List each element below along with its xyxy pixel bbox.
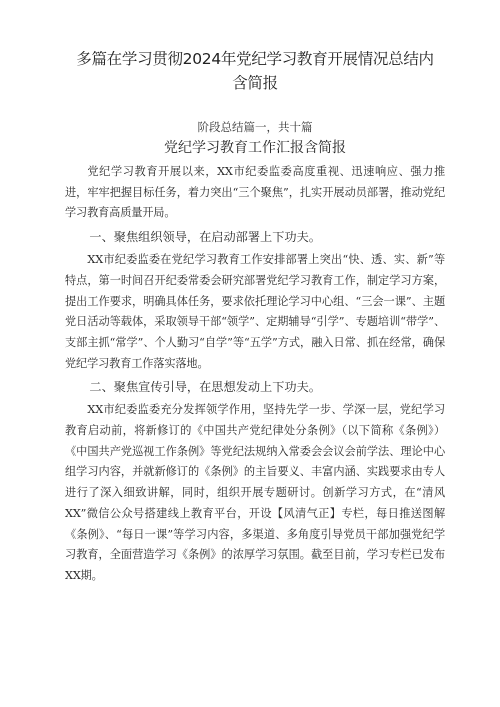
document-body — [65, 162, 445, 587]
body-paragraph: XX市纪委监委充分发挥领学作用，坚持先学一步、学深一层，党纪学习教育启动前，将新修订的《中国共产党纪律处分条例》（以下简称《条例》）《中国共产党巡视工作条例》等党纪法规纳入常委会会议会前学法、理论中心组学习内容，并就新修订的《条例》的主旨要义、丰富内涵、实践要求由专人进行了深入细致讲解，同时，组织开展专题研讨。创新学习方式，在“清风XX”微信公众号搭建线上教育平台，开设【风清气正】专栏，每日推送图解《条例》、“每日一课”等学习内容，多渠道、多角度引导党员干部加强党纪学习教育，全面营造学习《条例》的浓厚学习氛围。截至目前，学习专栏已发布XX期。 — [65, 403, 445, 582]
document-title — [65, 0, 445, 95]
body-paragraph: XX市纪委监委在党纪学习教育工作安排部署上突出“快、透、实、新”等特点，第一时间召开纪委常委会研究部署党纪学习教育工作，制定学习方案，提出工作要求，明确具体任务，要求依托理论学习中心组、“三会一课”、主题党日活动等载体，采取领导干部“领学”、定期辅导“引学”、专题培训“带学”、支部主抓“常学”、个人勤习“自学”等“五学”方式，融入日常、抓在经常，确保党纪学习教育工作落实落地。 — [65, 253, 445, 370]
section-heading: 一、聚焦组织领导，在启动部署上下功夫。 — [89, 230, 321, 245]
document-title-line-1: 多篇在学习贯彻2024年党纪学习教育开展情况总结内 — [76, 50, 434, 68]
document-title-line-2: 含简报 — [232, 74, 278, 92]
section-heading: 二、聚焦宣传引导，在思想发动上下功夫。 — [89, 380, 321, 395]
section-title: 党纪学习教育工作汇报含简报 — [164, 140, 346, 156]
section-meta: 阶段总结篇一，共十篇 — [197, 120, 313, 134]
body-paragraph: 党纪学习教育开展以来，XX市纪委监委高度重视、迅速响应、强力推进，牢牢把握目标任务，着力突出“三个聚焦”，扎实开展动员部署，推动党纪学习教育高质量开局。 — [65, 165, 445, 220]
